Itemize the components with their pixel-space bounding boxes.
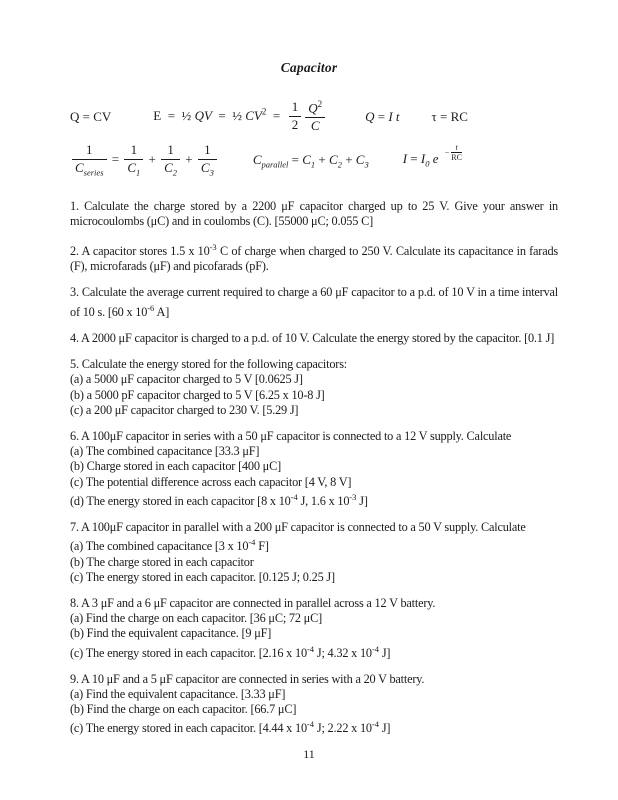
question-text: 5. Calculate the energy stored for the following capacitors: (70, 357, 347, 372)
question (70, 520, 558, 585)
question (70, 429, 558, 509)
question-part: (d) The energy stored in each capacitor [8 x $10^{-4}$ J, 1.6 x $10^{-3}$ J] (70, 491, 368, 508)
question (70, 672, 558, 737)
question (70, 357, 558, 418)
question-part: (b) Find the equivalent capacitance. [9 μF] (70, 626, 272, 641)
question-part: (b) Find the charge on each capacitor. [66.7 μC] (70, 702, 297, 717)
question-part: (a) The combined capacitance [3 x $10^{-4}$ F] (70, 537, 269, 554)
page-title: Capacitor (280, 60, 338, 75)
formula-parallel-capacitance: $C_{parallel} = C_1 + C_2 + C_3$ (252, 152, 369, 170)
formula-q-it: Q = I t (365, 108, 400, 124)
question-parts (70, 611, 558, 661)
formula-time-constant: τ = RC (431, 108, 468, 124)
question-text: 6. A 100μF capacitor in series with a 50 μF capacitor is connected to a 12 V supply. Calculate (70, 428, 512, 443)
question-parts (70, 535, 558, 585)
question-part: (b) The charge stored in each capacitor (70, 554, 254, 569)
question (70, 285, 558, 320)
question-text: 9. A 10 μF and a 5 μF capacitor are connected in series with a 20 V battery. (70, 671, 425, 686)
question (70, 596, 558, 661)
question-parts (70, 372, 558, 418)
formula-series-capacitance: $\frac{1}{C_{series}}$ = $\frac{1}{C_1}$ + $\frac{1}{C_2}$ + $\frac{1}{C_3}$ (70, 143, 219, 178)
question-part: (c) The energy stored in each capacitor. [0.125 J; 0.25 J] (70, 569, 335, 584)
question-text: 2. A capacitor stores 1.5 x $10^{-3}$ C of charge when charged to 250 V. Calculate its capacitance in farads (F), microfarads (μF) and picofarads (pF). (70, 241, 558, 274)
formula-q-cv: Q = CV (70, 108, 112, 124)
question-part: (c) a 200 μF capacitor charged to 230 V. [5.29 J] (70, 402, 299, 417)
question-part: (c) The potential difference across each capacitor [4 V, 8 V] (70, 474, 352, 489)
question-part: (a) Find the equivalent capacitance. [3.33 μF] (70, 687, 286, 702)
question-text: 3. Calculate the average current required to charge a 60 μF capacitor to a p.d. of 10 V in a time interval of 10 s. [60 x $10^{-6}$ A] (70, 285, 558, 319)
question-part: (b) Charge stored in each capacitor [400 μC] (70, 459, 281, 474)
question-text: 1. Calculate the charge stored by a 2200 μF capacitor charged up to 25 V. Give your answer in microcoulombs (μC) and in coulombs (C). [55000 μC; 0.055 C] (70, 198, 558, 228)
question-text: 8. A 3 μF and a 6 μF capacitor are connected in parallel across a 12 V battery. (70, 595, 436, 610)
question-part: (b) a 5000 pF capacitor charged to 5 V [6.25 x 10-8 J] (70, 387, 325, 402)
formula-row-2 (70, 143, 618, 178)
question-parts (70, 687, 558, 737)
question-text: 4. A 2000 μF capacitor is charged to a p.d. of 10 V. Calculate the energy stored by the capacitor. [0.1 J] (70, 330, 555, 345)
question-part: (c) The energy stored in each capacitor. [4.44 x $10^{-4}$ J; 2.22 x $10^{-4}$ J] (70, 719, 391, 736)
question-part: (a) Find the charge on each capacitor. [36 μC; 72 μC] (70, 611, 322, 626)
formula-energy: E = ½ QV = ½ $CV^2$ = $\frac{1}{2}$ $\frac{Q^2}{C}$ (153, 99, 327, 134)
formula-discharge-current: $I = I_0$ e − $\frac{t}{RC}$ (402, 142, 462, 169)
question-text: 7. A 100μF capacitor in parallel with a 200 μF capacitor is connected to a 50 V supply. Calculate (70, 520, 526, 535)
question-part: (c) The energy stored in each capacitor. [2.16 x $10^{-4}$ J; 4.32 x $10^{-4}$ J] (70, 643, 391, 660)
question (70, 199, 558, 229)
page-number: 11 (303, 747, 315, 761)
question (70, 240, 558, 275)
question-part: (a) a 5000 μF capacitor charged to 5 V [0.0625 J] (70, 372, 303, 387)
formula-row-1 (70, 99, 618, 134)
question (70, 331, 558, 346)
questions (70, 199, 558, 737)
question-part: (a) The combined capacitance [33.3 μF] (70, 444, 260, 459)
question-parts (70, 444, 558, 509)
